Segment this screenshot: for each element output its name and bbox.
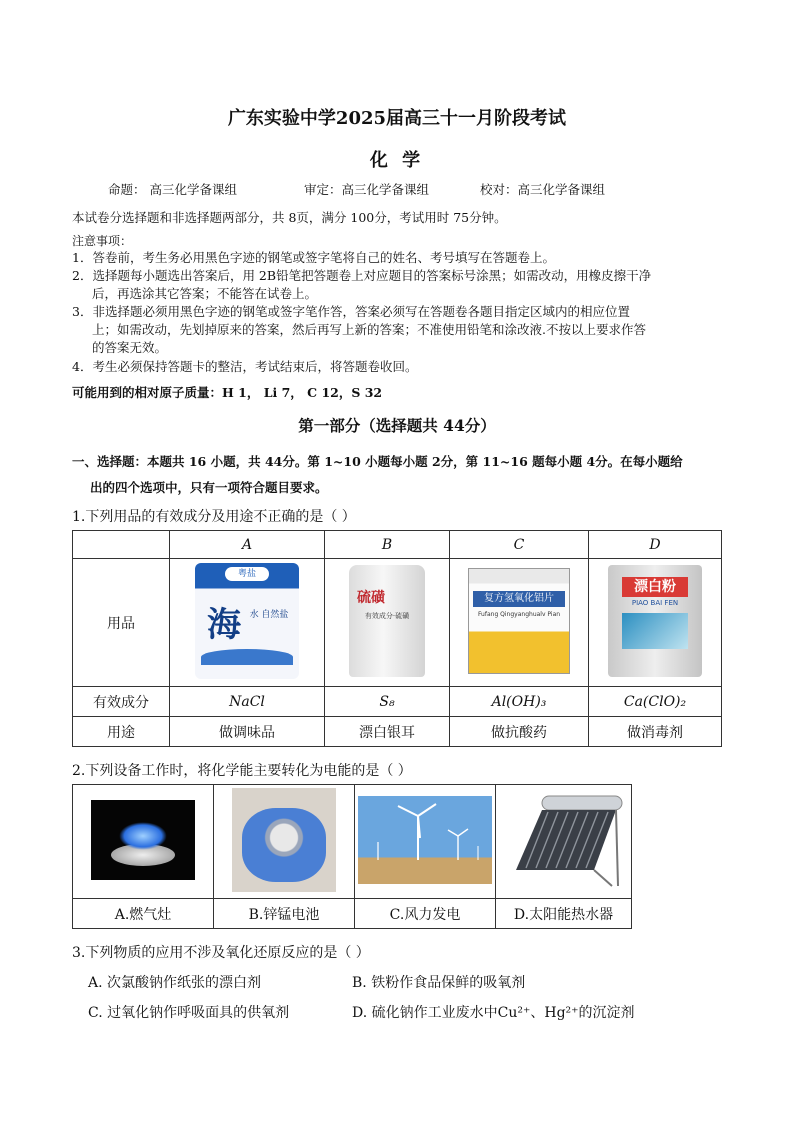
note-2-cont: 后，再选涂其它答案；不能答在试卷上。	[92, 286, 318, 301]
note-1: 1．答卷前，考生务必用黑色字迹的钢笔或签字笔将自己的姓名、考号填写在答题卷上。	[72, 250, 555, 265]
staff-reviewer: 审定：高三化学备课组	[303, 182, 429, 197]
gas-stove-image	[91, 800, 195, 880]
sulfur-product-name: 硫磺	[357, 589, 385, 606]
q2-table	[72, 784, 632, 929]
q1-header-d: D	[589, 531, 722, 559]
q1-stem: 1.下列用品的有效成分及用途不正确的是（ ）	[72, 509, 356, 525]
q1-product-b	[325, 559, 450, 687]
note-3-cont: 上；如需改动，先划掉原来的答案，然后再写上新的答案；不准使用铅笔和涂改液.不按以上要求作答	[92, 322, 646, 337]
note-3: 3．非选择题必须用黑色字迹的钢笔或签字笔作答，答案必须写在答题卷各题目指定区域内的相应位置	[72, 304, 630, 319]
salt-package-image	[195, 563, 299, 679]
q2-option-b: B.锌锰电池	[214, 899, 355, 929]
flame-icon	[119, 822, 167, 850]
q1-header-c: C	[450, 531, 589, 559]
q1-product-d	[589, 559, 722, 687]
q1-use-a: 做调味品	[170, 717, 325, 747]
sulfur-bag-image	[349, 565, 425, 677]
note-4: 4．考生必须保持答题卡的整洁，考试结束后，将答题卷收回。	[72, 359, 418, 374]
turbine-drawing	[358, 796, 492, 884]
q2-option-c: C.风力发电	[355, 899, 496, 929]
exam-title: 广东实验中学2025届高三十一月阶段考试	[227, 108, 567, 129]
staff-proposer: 命题： 高三化学备课组	[108, 182, 237, 197]
bleach-picture-panel	[622, 613, 688, 649]
q1-use-c: 做抗酸药	[450, 717, 589, 747]
battery-top	[242, 808, 326, 882]
section-instructions-cont: 出的四个选项中，只有一项符合题目要求。	[90, 480, 328, 495]
q1-header-b: B	[325, 531, 450, 559]
staff-line	[108, 180, 605, 198]
notes-title: 注意事项：	[72, 234, 133, 248]
q1-use-b: 漂白银耳	[325, 717, 450, 747]
q1-row-label-component: 有效成分	[73, 687, 170, 717]
salt-product-sub: 水 自然盐	[249, 609, 289, 620]
antacid-box-image	[468, 568, 570, 674]
bleach-bag-image	[608, 565, 702, 677]
atomic-masses: 可能用到的相对原子质量：H 1， Li 7， C 12，S 32	[72, 385, 383, 400]
q2-option-a: A.燃气灶	[73, 899, 214, 929]
note-3-cont2: 的答案无效。	[92, 340, 168, 355]
bleach-product-name: 漂白粉	[622, 577, 688, 597]
staff-checker: 校对：高三化学备课组	[479, 182, 605, 197]
q1-component-a: NaCl	[170, 687, 325, 717]
wind-turbine-image	[358, 796, 492, 884]
q1-table	[72, 530, 722, 747]
q3-option-c: C. 过氧化钠作呼吸面具的供氧剂	[88, 1005, 290, 1021]
solar-heater-drawing	[502, 790, 626, 890]
q1-header-a: A	[170, 531, 325, 559]
zinc-manganese-battery-image	[232, 788, 336, 892]
q3-option-b: B. 铁粉作食品保鲜的吸氧剂	[352, 975, 526, 991]
exam-subject: 化 学	[369, 150, 425, 171]
q1-product-a	[170, 559, 325, 687]
salt-brand-logo: 粤盐	[225, 567, 269, 581]
q1-component-c: Al(OH)₃	[450, 687, 589, 717]
q2-image-b	[214, 785, 355, 899]
wave-decoration	[201, 649, 293, 665]
q3-stem: 3.下列物质的应用不涉及氧化还原反应的是（ ）	[72, 945, 370, 961]
q1-corner-cell	[73, 531, 170, 559]
q1-component-d: Ca(ClO)₂	[589, 687, 722, 717]
section-instructions: 一、选择题：本题共 16 小题，共 44分。第 1~10 小题每小题 2分，第 11~16 题每小题 4分。在每小题给	[72, 454, 683, 469]
q1-product-c	[450, 559, 589, 687]
solar-water-heater-image	[502, 790, 626, 890]
antacid-product-sub: Fufang Qingyanghualv Pian	[477, 610, 561, 618]
q1-component-b: S₈	[325, 687, 450, 717]
q1-row-label-product: 用品	[73, 559, 170, 687]
q1-use-d: 做消毒剂	[589, 717, 722, 747]
antacid-product-name: 复方氢氧化铝片	[473, 591, 565, 607]
exam-intro: 本试卷分选择题和非选择题两部分，共 8页，满分 100分，考试用时 75分钟。	[72, 210, 507, 225]
bleach-product-sub: PIAO BAI FEN	[631, 598, 679, 607]
part1-title: 第一部分（选择题共 44分）	[298, 416, 496, 435]
q1-row-label-use: 用途	[73, 717, 170, 747]
q2-option-d: D.太阳能热水器	[496, 899, 632, 929]
q2-image-a	[73, 785, 214, 899]
salt-product-name: 海	[207, 604, 241, 645]
q3-option-d: D. 硫化钠作工业废水中Cu²⁺、Hg²⁺的沉淀剂	[352, 1005, 635, 1021]
sulfur-product-sub: 有效成分·硫磺	[364, 611, 410, 620]
q2-image-d	[496, 785, 632, 899]
q3-option-a: A. 次氯酸钠作纸张的漂白剂	[88, 975, 262, 991]
note-2: 2．选择题每小题选出答案后，用 2B铅笔把答题卷上对应题目的答案标号涂黑；如需改动，用橡皮擦干净	[72, 268, 652, 283]
q2-stem: 2.下列设备工作时，将化学能主要转化为电能的是（ ）	[72, 763, 412, 779]
q2-image-c	[355, 785, 496, 899]
